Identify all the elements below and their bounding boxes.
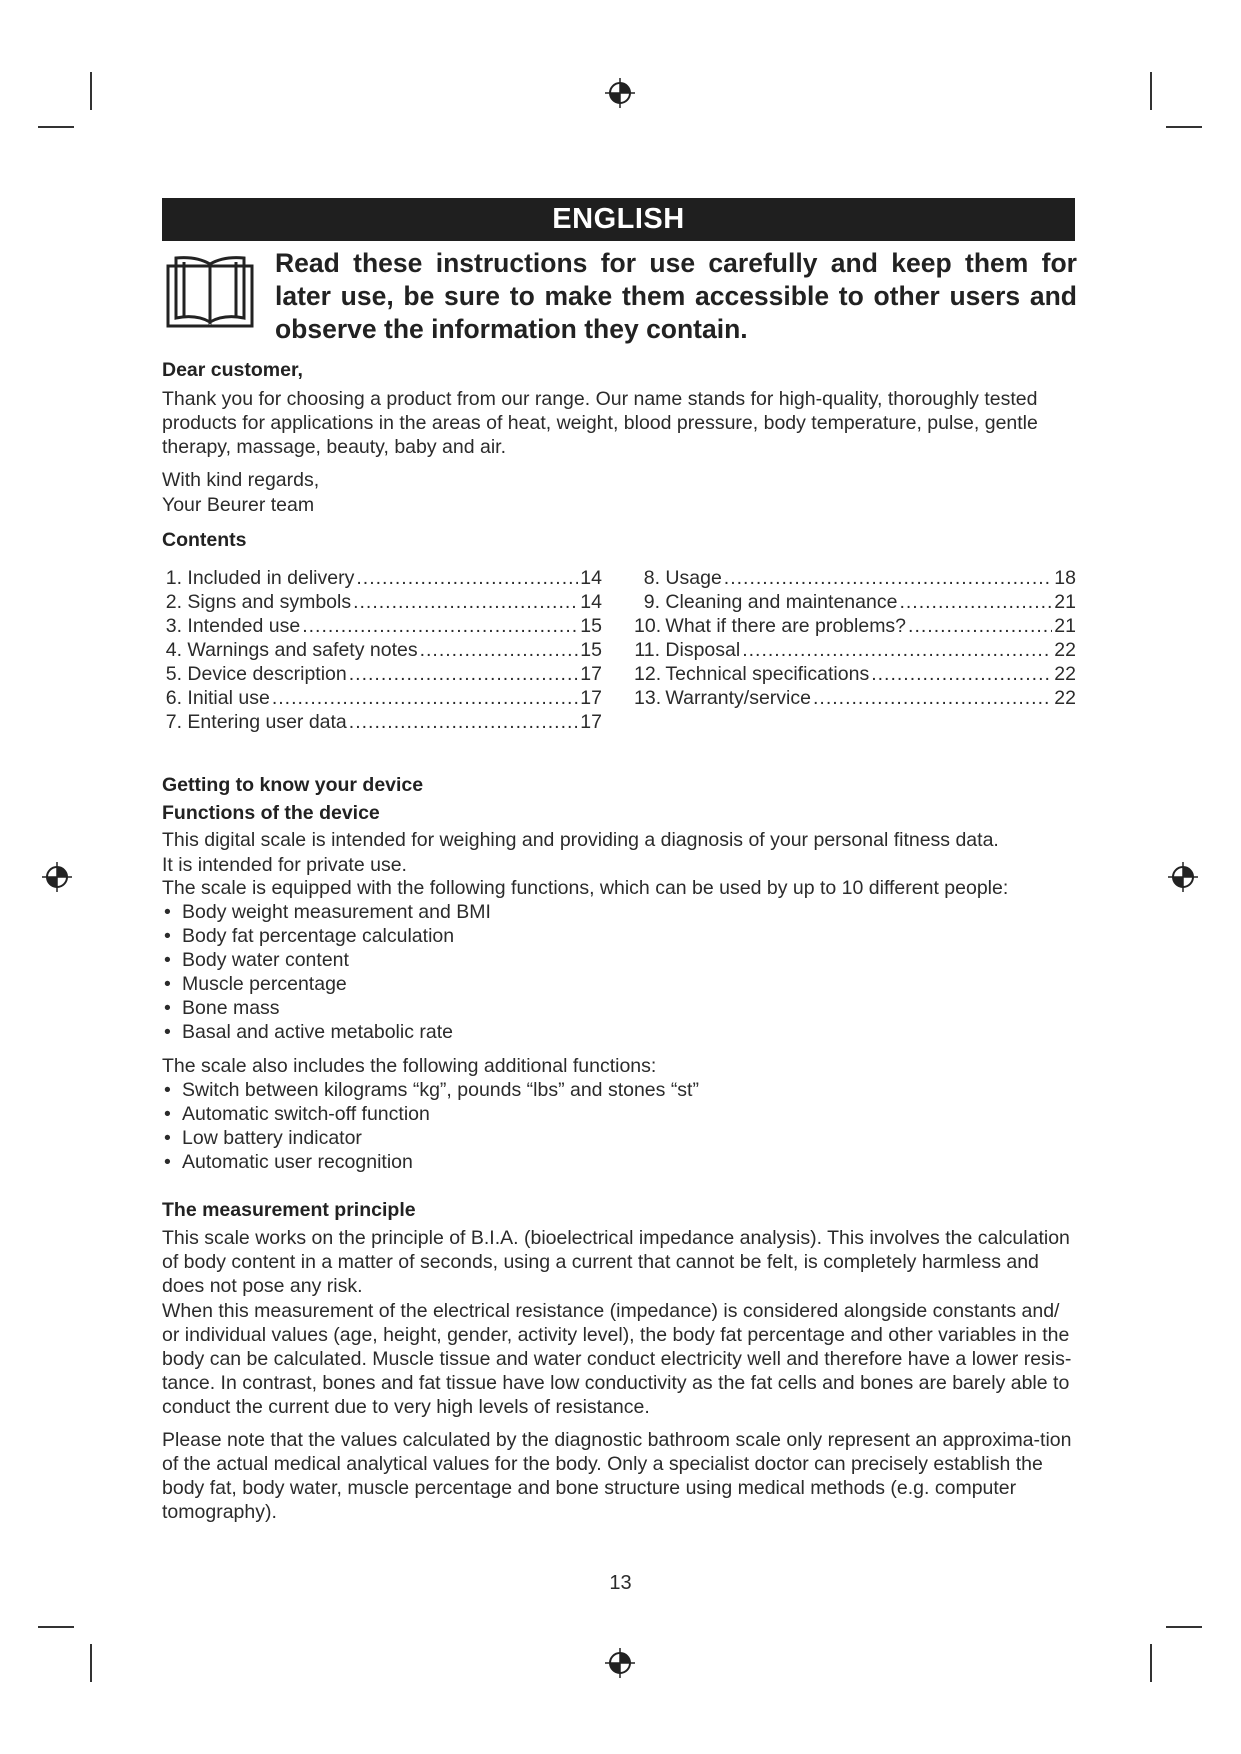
registration-mark-icon (605, 78, 635, 108)
toc-label: Entering user data (187, 711, 347, 733)
crop-mark (1150, 1644, 1152, 1682)
intro-notice: Read these instructions for use carefully and keep them for later use, be sure to make them accessible to other users and observe the information they contain. (275, 248, 1077, 344)
toc-entry[interactable] (162, 638, 602, 662)
list-item: • Body water content (162, 948, 491, 972)
contents-right-column (634, 566, 1076, 710)
toc-number: 11. (634, 639, 660, 661)
subsection-title: Functions of the device (162, 802, 380, 824)
toc-label: Usage (665, 567, 722, 589)
contents-title: Contents (162, 529, 247, 551)
language-banner: ENGLISH (162, 198, 1075, 241)
toc-entry[interactable] (634, 590, 1076, 614)
toc-number: 10. (634, 615, 662, 637)
toc-page: 15 (580, 639, 602, 661)
list-item: • Low battery indicator (162, 1126, 699, 1150)
toc-entry[interactable] (162, 614, 602, 638)
toc-number: 9. (643, 591, 660, 613)
regards-signature: Your Beurer team (162, 494, 315, 516)
toc-entry[interactable] (634, 566, 1076, 590)
toc-page: 22 (1054, 639, 1076, 661)
toc-page: 17 (580, 663, 602, 685)
crop-mark (1166, 1626, 1202, 1628)
toc-number: 7. (165, 711, 182, 733)
list-item: • Body fat percentage calculation (162, 924, 491, 948)
toc-number: 12. (634, 663, 662, 685)
book-icon (166, 252, 254, 330)
toc-number: 3. (165, 615, 182, 637)
body-text: It is intended for private use. (162, 854, 407, 876)
additional-functions-list (162, 1078, 699, 1174)
crop-mark (38, 1626, 74, 1628)
toc-label: Device description (187, 663, 347, 685)
crop-mark (38, 126, 74, 128)
toc-number: 8. (643, 567, 660, 589)
contents-left-column (162, 566, 602, 734)
toc-number: 1. (165, 567, 182, 589)
toc-entry[interactable] (162, 566, 602, 590)
toc-page: 18 (1054, 567, 1076, 589)
section-title: Getting to know your device (162, 774, 424, 796)
body-text: The scale also includes the following additional functions: (162, 1055, 657, 1077)
toc-page: 17 (580, 687, 602, 709)
list-item: • Bone mass (162, 996, 491, 1020)
toc-page: 21 (1054, 615, 1076, 637)
crop-mark (1166, 126, 1202, 128)
crop-mark (1150, 72, 1152, 110)
toc-number: 13. (634, 687, 662, 709)
list-item: • Automatic switch-off function (162, 1102, 699, 1126)
registration-mark-icon (605, 1648, 635, 1678)
registration-mark-icon (1168, 862, 1198, 892)
body-paragraph: When this measurement of the electrical resistance (impedance) is considered alongside constants and/ or individual values (age, height, gender, activity level), the body fat percentage and other variables in the body can be calculated. Muscle tissue and water conduct electricity well and therefore have a lower resis-tance. In contrast, bones and fat tissue have low conductivity as the fat cells and bones are barely able to conduct the current due to very high levels of resistance. (162, 1300, 1072, 1418)
body-paragraph: Please note that the values calculated by the diagnostic bathroom scale only represent an approxima-tion of the actual medical analytical values for the body. Only a specialist doctor can precisely establish the body fat, body water, muscle percentage and bone structure using medical methods (e.g. computer tomography). (162, 1429, 1072, 1523)
greeting-title: Dear customer, (162, 359, 303, 381)
toc-label: Warranty/service (665, 687, 811, 709)
toc-page: 14 (580, 567, 602, 589)
list-item: • Automatic user recognition (162, 1150, 699, 1174)
subsection-title: The measurement principle (162, 1199, 416, 1221)
page-number: 13 (609, 1572, 632, 1594)
registration-mark-icon (42, 862, 72, 892)
toc-number: 6. (165, 687, 182, 709)
crop-mark (90, 72, 92, 110)
toc-label: Initial use (187, 687, 270, 709)
list-item: • Switch between kilograms “kg”, pounds “lbs” and stones “st” (162, 1078, 699, 1102)
toc-page: 22 (1054, 663, 1076, 685)
toc-label: Technical specifications (665, 663, 870, 685)
toc-number: 2. (165, 591, 182, 613)
toc-page: 17 (580, 711, 602, 733)
toc-label: Disposal (665, 639, 741, 661)
crop-mark (90, 1644, 92, 1682)
toc-label: What if there are problems? (665, 615, 907, 637)
toc-page: 22 (1054, 687, 1076, 709)
list-item: • Muscle percentage (162, 972, 491, 996)
toc-entry[interactable] (634, 614, 1076, 638)
toc-entry[interactable] (162, 710, 602, 734)
toc-page: 14 (580, 591, 602, 613)
toc-label: Warnings and safety notes (187, 639, 418, 661)
toc-entry[interactable] (634, 662, 1076, 686)
list-item: • Basal and active metabolic rate (162, 1020, 491, 1044)
toc-entry[interactable] (634, 686, 1076, 710)
toc-label: Included in delivery (187, 567, 355, 589)
toc-entry[interactable] (162, 662, 602, 686)
toc-label: Signs and symbols (187, 591, 352, 613)
toc-number: 4. (165, 639, 182, 661)
body-paragraph: This scale works on the principle of B.I.A. (bioelectrical impedance analysis). This involves the calculation of body content in a matter of seconds, using a current that cannot be felt, is completely harmless and does not pose any risk. (162, 1227, 1070, 1297)
toc-page: 21 (1054, 591, 1076, 613)
toc-label: Cleaning and maintenance (665, 591, 898, 613)
toc-label: Intended use (187, 615, 301, 637)
functions-list (162, 900, 491, 1044)
toc-page: 15 (580, 615, 602, 637)
toc-entry[interactable] (634, 638, 1076, 662)
toc-number: 5. (165, 663, 182, 685)
body-text: This digital scale is intended for weighing and providing a diagnosis of your personal fitness data. (162, 829, 999, 851)
body-text: The scale is equipped with the following functions, which can be used by up to 10 different people: (162, 877, 1009, 899)
regards-line: With kind regards, (162, 469, 320, 491)
toc-entry[interactable] (162, 590, 602, 614)
greeting-body: Thank you for choosing a product from our range. Our name stands for high-quality, thoroughly tested products for applications in the areas of heat, weight, blood pressure, body temperature, pulse, gentle therapy, massage, beauty, baby and air. (162, 388, 1038, 458)
toc-entry[interactable] (162, 686, 602, 710)
list-item: • Body weight measurement and BMI (162, 900, 491, 924)
